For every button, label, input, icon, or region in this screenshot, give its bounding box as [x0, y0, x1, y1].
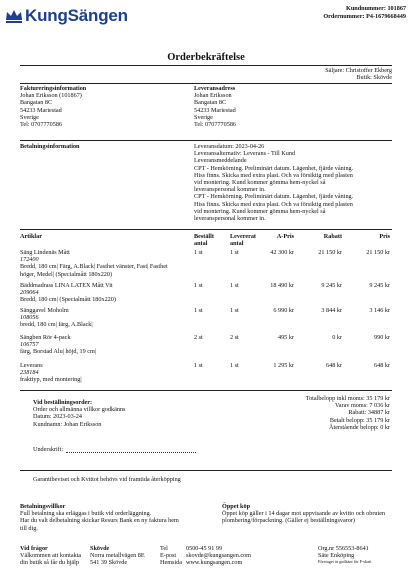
- footer-store-line: Norra metallvägen 8E: [90, 552, 145, 560]
- delivery-info-line: leveranspersonal kommer in.: [194, 186, 266, 194]
- col-header-delivered-line1: Levererat: [230, 233, 256, 240]
- unit-price: 495 kr: [278, 334, 294, 341]
- delivery-info-line: Leveransalternativ: Leverans - Till Kund: [194, 150, 296, 158]
- article-desc: bredd, 180 cm| färg, A.Black|: [20, 321, 93, 329]
- payment-terms-block: [20, 503, 179, 532]
- company-org-no: Org.nr 556553-8641: [318, 545, 369, 552]
- table-row: [20, 249, 168, 278]
- table-row: [20, 362, 82, 384]
- ordered-qty: 1 st: [194, 282, 203, 289]
- unit-price: 6 990 kr: [273, 307, 294, 314]
- open-purchase-heading: Öppet köp: [222, 503, 251, 510]
- price: 21 150 kr: [366, 249, 390, 256]
- total-line: Varav moms: 7 036 kr: [335, 402, 390, 410]
- delivery-info-block: [194, 143, 394, 222]
- order-no: P4-1679668449: [366, 13, 406, 20]
- article-name: Leverans: [20, 362, 43, 369]
- article-name: Säng Lindenäs Mått: [20, 249, 70, 256]
- footer-company: [318, 545, 371, 564]
- delivered-qty: 1 st: [230, 282, 239, 289]
- company-tax-note: Företaget är godkänt för F-skatt: [318, 559, 372, 565]
- delivery-address-line: Bangatan 8C: [194, 99, 227, 107]
- table-row: [20, 282, 116, 304]
- delivery-info-line: leveranspersonal kommer in.: [194, 215, 266, 223]
- col-header-ordered: [194, 233, 214, 247]
- contact-label-phone: Tel: [160, 545, 168, 552]
- payment-terms-line: till dig.: [20, 524, 38, 532]
- brand-logo: [6, 6, 128, 26]
- discount: 3 844 kr: [321, 307, 342, 314]
- company-seat: Säte Enköping: [318, 552, 355, 560]
- header-order-number: [323, 13, 406, 20]
- title-divider: [20, 65, 392, 66]
- col-header-discount: Rabatt: [323, 233, 342, 240]
- ordered-qty: 1 st: [194, 362, 203, 369]
- delivery-info-line: Hiss finns. Skicka med extra plast. Och va försiktig med plasten: [194, 171, 353, 179]
- delivery-address-line: Johan Eriksson: [194, 92, 232, 100]
- delivery-info-line: vid montering. Kund kommer gömma hem-nyckel så: [194, 179, 326, 187]
- billing-line: Sverige: [20, 113, 39, 121]
- article-desc: Bredd, 180 cm| (Specialmått 180x220): [20, 296, 116, 304]
- article-name: Sänggavel Moholm: [20, 307, 69, 314]
- price: 648 kr: [374, 362, 390, 369]
- discount: 0 kr: [332, 334, 342, 341]
- payment-terms-heading: Betalningsvillkor: [20, 503, 66, 510]
- delivery-address-line: Sverige: [194, 113, 213, 121]
- delivered-qty: 1 st: [230, 307, 239, 314]
- price: 990 kr: [374, 334, 390, 341]
- footer-questions-heading: Vid frågor: [20, 545, 48, 552]
- discount: 648 kr: [326, 362, 342, 369]
- ordered-qty: 2 st: [194, 334, 203, 341]
- delivery-info-heading: Betalningsinformation: [20, 143, 80, 150]
- total-line: Rabatt: 34887 kr: [348, 409, 390, 417]
- footer-contact-values: [186, 545, 251, 567]
- delivered-qty: 2 st: [230, 334, 239, 341]
- contact-email-link[interactable]: skovde@kungsangen.com: [186, 552, 251, 560]
- footer-questions-line: din butik så får du hjälp: [20, 559, 79, 567]
- guarantee-divider: [20, 470, 392, 471]
- article-sku: 108056: [20, 314, 39, 322]
- footer-store-line: 541 39 Skövde: [90, 559, 128, 567]
- delivery-address-heading: Leveransadress: [194, 85, 236, 92]
- table-row: [20, 307, 93, 329]
- ordered-qty: 1 st: [194, 307, 203, 314]
- signature-line[interactable]: [66, 452, 196, 453]
- totals-divider: [20, 390, 392, 391]
- ordered-qty: 1 st: [194, 249, 203, 256]
- footer-questions-line: Välkommen att kontakta: [20, 552, 82, 560]
- payment-terms-line: Full betalning ska erläggas i butik vid orderläggning.: [20, 510, 152, 518]
- billing-block: [20, 85, 86, 128]
- col-header-ordered-line1: Beställt: [194, 233, 214, 240]
- discount: 9 245 kr: [321, 282, 342, 289]
- col-header-article: Artiklar: [20, 233, 42, 240]
- delivery-address-line: 54233 Mariestad: [194, 106, 236, 114]
- unit-price: 1 295 kr: [273, 362, 294, 369]
- brand-name: KungSängen: [25, 6, 128, 25]
- total-line: Betalt belopp: 35 179 kr: [329, 416, 390, 424]
- customer-no-label: Kundnummer:: [346, 5, 386, 12]
- footer-questions: [20, 545, 81, 567]
- order-sign-line: Datum: 2023-03-24: [33, 413, 82, 421]
- delivery-info-line: Leveransdatum: 2023-04-26: [194, 143, 265, 150]
- article-sku: 106757: [20, 341, 39, 349]
- billing-heading: Faktureringsinformation: [20, 85, 87, 92]
- seller-store: Butik: Skövde: [356, 74, 392, 82]
- col-header-delivered: [230, 233, 256, 247]
- order-sign-heading: Vid beställningsorder:: [33, 399, 93, 406]
- open-purchase-block: [222, 503, 385, 525]
- article-desc: Bredd, 180 cm| Färg, A.Black| Fasthet vänster, Fast| Fasthet: [20, 263, 168, 271]
- billing-line: Bangatan 8C: [20, 99, 53, 107]
- discount: 21 150 kr: [318, 249, 342, 256]
- unit-price: 42 300 kr: [270, 249, 294, 256]
- article-sku: 172400: [20, 256, 39, 264]
- table-row: [20, 334, 96, 356]
- delivery-info-line: Leveransmeddelande: [194, 157, 247, 165]
- table-divider: [20, 229, 392, 230]
- col-header-delivered-line2: antal: [230, 240, 244, 248]
- payment-terms-line: Har du valt delbetalning skickar Resurs Bank en ny faktura hem: [20, 517, 179, 525]
- delivery-info-line: vid montering. Kund kommer gömma hem-nyckel så: [194, 207, 326, 215]
- contact-label-website: Hemsida: [160, 559, 182, 567]
- col-header-ordered-line2: antal: [194, 240, 208, 248]
- price: 3 146 kr: [369, 307, 390, 314]
- delivery-info-line: CPT - Hemkörning. Preliminärt datum. Lägenhet, fjärde våning.: [194, 193, 354, 201]
- seller-name: Säljare: Christoffer Ekberg: [325, 67, 392, 74]
- seller-info: [325, 67, 392, 81]
- info-divider: [20, 140, 392, 141]
- guarantee-text: Garantibeviset och Kvittot behövs vid framtida återköpping: [33, 476, 181, 483]
- contact-label-email: E-post: [160, 552, 177, 560]
- crown-icon: [5, 9, 23, 23]
- customer-no: 101867: [387, 5, 406, 12]
- order-sign-block: [33, 399, 125, 428]
- delivery-address-block: [194, 85, 236, 128]
- order-no-label: Ordernummer:: [323, 13, 365, 20]
- unit-price: 18 490 kr: [270, 282, 294, 289]
- col-header-price: Pris: [379, 233, 390, 240]
- article-desc: frakttyp, med montering|: [20, 376, 82, 384]
- order-sign-line: Kundnamn: Johan Eriksson: [33, 420, 102, 428]
- footer-store: [90, 545, 145, 567]
- article-name: Sängben Rör 4-pack: [20, 334, 71, 341]
- contact-phone[interactable]: 0500-45 91 99: [186, 545, 223, 552]
- total-line: Återstående belopp: 0 kr: [329, 423, 390, 431]
- signature-label: Underskrift:: [33, 446, 64, 453]
- billing-line: Tel: 0707770586: [20, 121, 63, 129]
- footer-store-heading: Skövde: [90, 545, 110, 552]
- article-desc: färg, Borstad Alu| höjd, 19 cm|: [20, 348, 97, 356]
- delivery-address-line: Tel: 0707770586: [194, 121, 237, 129]
- col-header-unit-price: A-Pris: [276, 233, 294, 240]
- delivery-info-line: Hiss finns. Skicka med extra plast. Och va försiktig med plasten: [194, 200, 353, 208]
- open-purchase-line: Öppet köp gäller i 14 dagar mot uppvisande av kvitto och obruten: [222, 510, 386, 518]
- page-title: Orderbekräftelse: [167, 52, 245, 63]
- open-purchase-line: plombering/förpackning. (Gäller ej beställningsvaror): [222, 517, 355, 525]
- totals-block: [306, 395, 390, 431]
- delivered-qty: 1 st: [230, 249, 239, 256]
- delivery-info-line: CPT - Hemkörning. Preliminärt datum. Lägenhet, fjärde våning.: [194, 164, 354, 172]
- delivered-qty: 1 st: [230, 362, 239, 369]
- footer-contact-labels: [160, 545, 182, 567]
- article-sku: 238184: [20, 369, 39, 377]
- total-line: Totalbelopp inkl moms: 35 179 kr: [305, 395, 390, 402]
- order-sign-line: Order och allmänna villkor godkänns: [33, 406, 126, 414]
- article-name: Bäddmadrass LINA LATEX Mått Vit: [20, 282, 113, 289]
- address-divider: [20, 83, 392, 84]
- article-sku: 209064: [20, 289, 39, 297]
- article-desc: höger, Medel| (Specialmått 180x220): [20, 270, 113, 278]
- billing-line: Johan Eriksson (101867): [20, 92, 82, 100]
- contact-website-link[interactable]: www.kungsangen.com: [186, 559, 243, 567]
- billing-line: 54233 Mariestad: [20, 106, 62, 114]
- header-customer-number: [346, 5, 406, 12]
- price: 9 245 kr: [369, 282, 390, 289]
